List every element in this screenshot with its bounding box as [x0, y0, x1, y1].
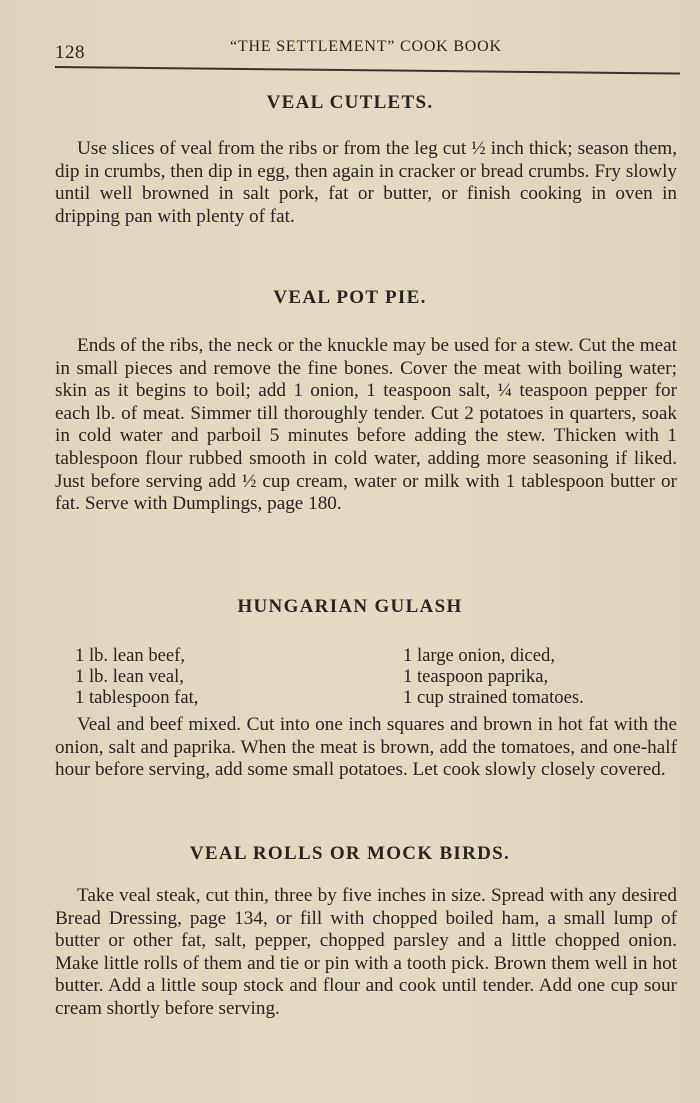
section-title-hungarian-gulash: HUNGARIAN GULASH [237, 596, 463, 617]
section-text-hungarian-gulash: Veal and beef mixed. Cut into one inch squares and brown in hot fat with the onion, salt and paprika. When the meat is brown, add the tomatoes, and one-half hour before serving, add some small potatoes. Let cook slowly closely covered. [55, 714, 677, 781]
section-title-veal-rolls: VEAL ROLLS OR MOCK BIRDS. [189, 843, 511, 864]
ingredient-right: 1 cup strained tomatoes. [403, 687, 584, 708]
section-text-veal-rolls: Take veal steak, cut thin, three by five inches in size. Spread with any desired Bread Dressing, page 134, or fill with chopped boiled ham, a small lump of butter or other fat, salt, pepper, chopped parsley and a little chopped onion. Make little rolls of them and tie or pin with a tooth pick. Brown them well in hot butter. Add a little soup stock and flour and cook until tender. Add one cup sour cream shortly before serving. [55, 885, 677, 1019]
section-title-veal-pot-pie: VEAL POT PIE. [273, 287, 427, 308]
section-title-veal-cutlets: VEAL CUTLETS. [266, 92, 434, 113]
ingredient-right: 1 teaspoon paprika, [403, 666, 549, 687]
ingredient-row [75, 645, 665, 666]
ingredient-left: 1 lb. lean beef, [75, 645, 185, 666]
section-text-veal-pot-pie: Ends of the ribs, the neck or the knuckle may be used for a stew. Cut the meat in small pieces and remove the fine bones. Cover the meat with boiling water; skin as it begins to boil; add 1 onion, 1 teaspoon salt, ¼ teaspoon pepper for each lb. of meat. Simmer till thoroughly tender. Cut 2 potatoes in quarters, soak in cold water and parboil 5 minutes before adding the stew. Thicken with 1 tablespoon flour rubbed smooth in cold water, adding more seasoning if liked. Just before serving add ½ cup cream, water or milk with 1 tablespoon butter or fat. Serve with Dumplings, page 180. [55, 335, 677, 515]
ingredient-row [75, 687, 665, 708]
section-text-veal-cutlets: Use slices of veal from the ribs or from the leg cut ½ inch thick; season them, dip in crumbs, then dip in egg, then again in cracker or bread crumbs. Fry slowly until well browned in salt pork, fat or butter, or finish cooking in oven in dripping pan with plenty of fat. [55, 138, 677, 227]
running-head: “THE SETTLEMENT” COOK BOOK [230, 38, 502, 55]
ingredient-right: 1 large onion, diced, [403, 645, 555, 666]
ingredient-left: 1 lb. lean veal, [75, 666, 184, 687]
ingredient-list [75, 645, 665, 708]
header-rule [55, 66, 680, 75]
ingredient-left: 1 tablespoon fat, [75, 687, 199, 708]
page-number: 128 [55, 42, 85, 63]
page-header [55, 36, 675, 66]
ingredient-row [75, 666, 665, 687]
